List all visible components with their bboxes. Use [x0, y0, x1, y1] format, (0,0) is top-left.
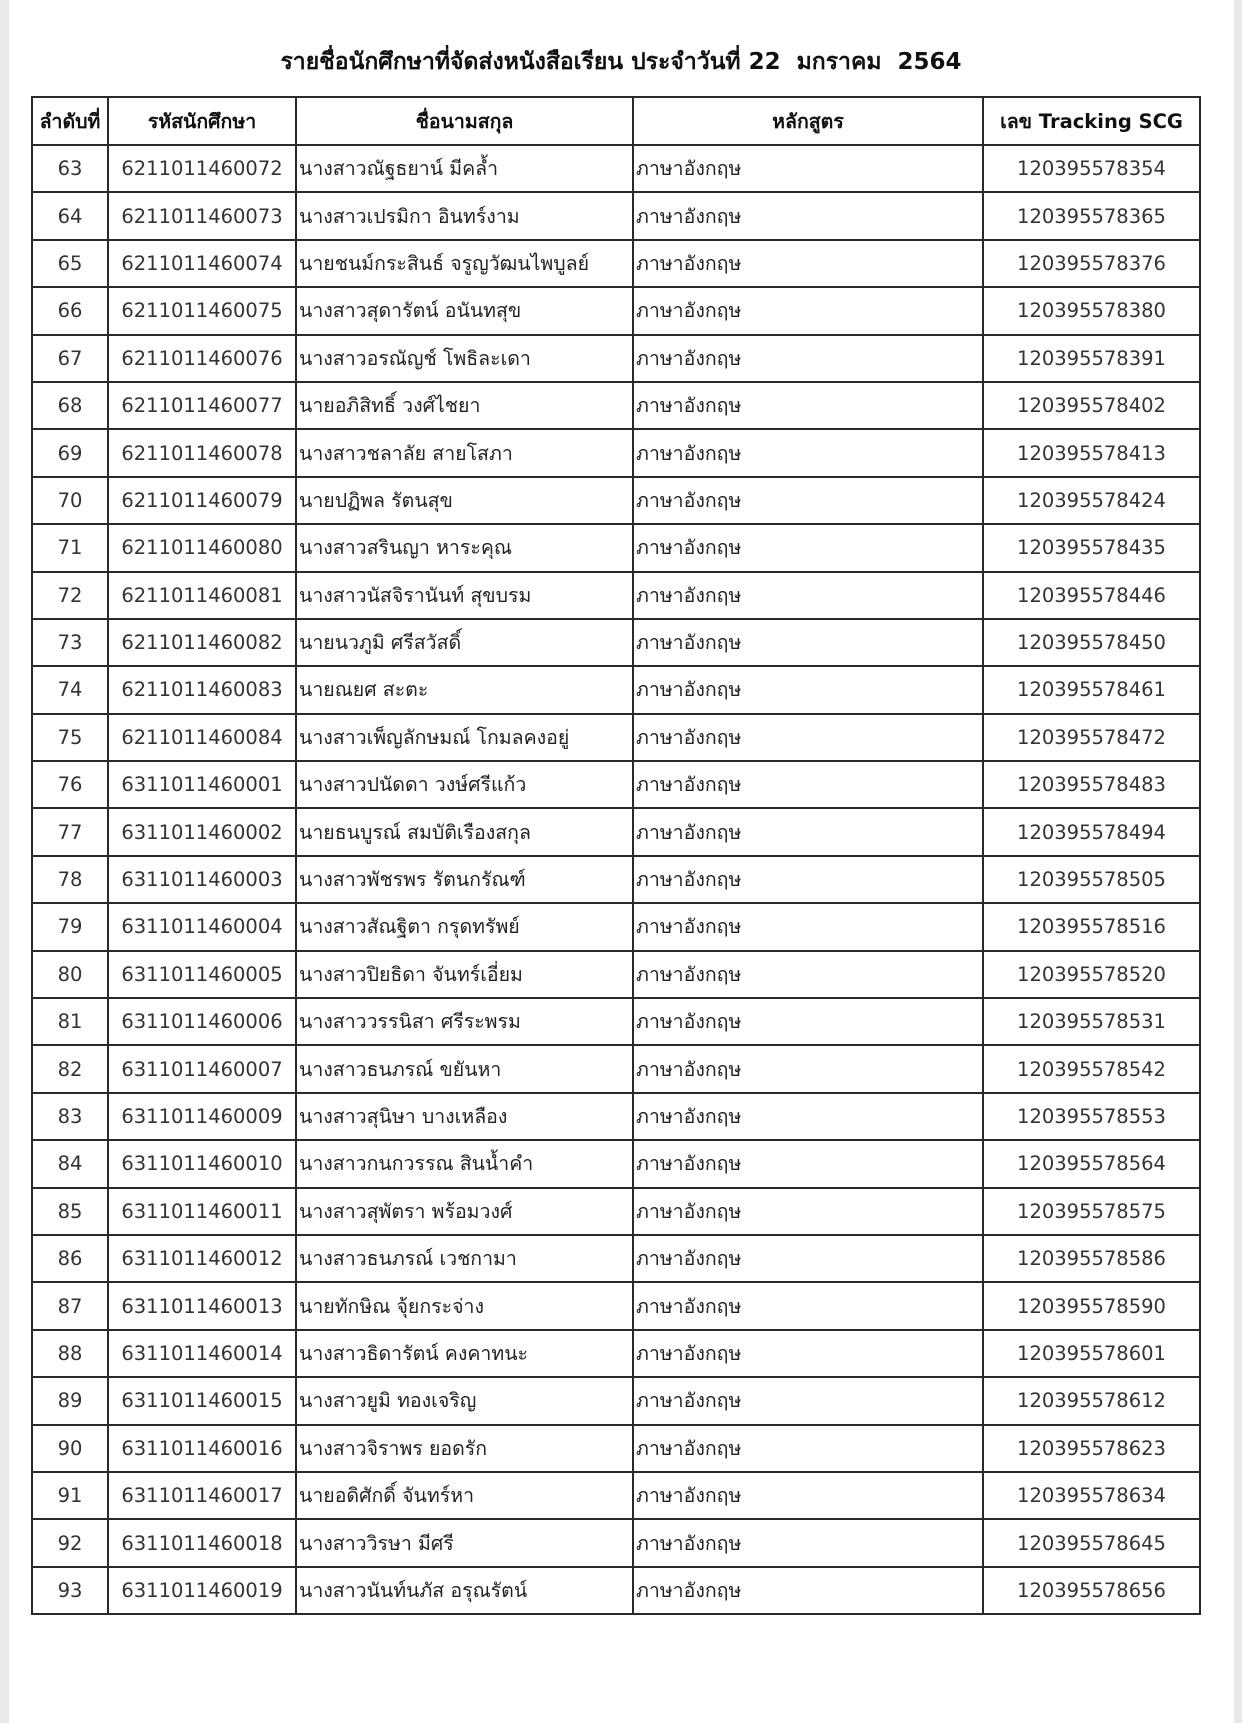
- tracking-number-cell: 120395578623: [983, 1425, 1200, 1472]
- tracking-number-cell: 120395578413: [983, 429, 1200, 476]
- table-row: [32, 1093, 1200, 1140]
- row-number-cell: 82: [32, 1045, 108, 1092]
- program-cell: ภาษาอังกฤษ: [633, 524, 983, 571]
- tracking-number-cell: 120395578612: [983, 1377, 1200, 1424]
- table-row: [32, 903, 1200, 950]
- student-name-cell: นางสาวเปรมิกา อินทร์งาม: [296, 192, 633, 239]
- table-row: [32, 1330, 1200, 1377]
- row-number-cell: 67: [32, 335, 108, 382]
- student-id-cell: 6211011460081: [108, 572, 296, 619]
- tracking-number-cell: 120395578376: [983, 240, 1200, 287]
- student-name-cell: นางสาวสุนิษา บางเหลือง: [296, 1093, 633, 1140]
- tracking-number-cell: 120395578365: [983, 192, 1200, 239]
- table-row: [32, 714, 1200, 761]
- student-id-cell: 6211011460076: [108, 335, 296, 382]
- tracking-number-cell: 120395578516: [983, 903, 1200, 950]
- tracking-number-cell: 120395578424: [983, 477, 1200, 524]
- header-row: [32, 97, 1200, 145]
- student-id-cell: 6311011460013: [108, 1282, 296, 1329]
- program-cell: ภาษาอังกฤษ: [633, 192, 983, 239]
- column-header-tracking: เลข Tracking SCG: [983, 97, 1200, 145]
- program-cell: ภาษาอังกฤษ: [633, 856, 983, 903]
- student-id-cell: 6211011460080: [108, 524, 296, 571]
- table-body: [32, 145, 1200, 1614]
- row-number-cell: 64: [32, 192, 108, 239]
- student-id-cell: 6211011460084: [108, 714, 296, 761]
- column-header-program: หลักสูตร: [633, 97, 983, 145]
- table-row: [32, 524, 1200, 571]
- table-row: [32, 382, 1200, 429]
- row-number-cell: 77: [32, 808, 108, 855]
- table-row: [32, 572, 1200, 619]
- table-row: [32, 335, 1200, 382]
- program-cell: ภาษาอังกฤษ: [633, 1140, 983, 1187]
- program-cell: ภาษาอังกฤษ: [633, 903, 983, 950]
- program-cell: ภาษาอังกฤษ: [633, 1330, 983, 1377]
- tracking-number-cell: 120395578461: [983, 666, 1200, 713]
- row-number-cell: 91: [32, 1472, 108, 1519]
- tracking-number-cell: 120395578601: [983, 1330, 1200, 1377]
- student-name-cell: นางสาวชลาลัย สายโสภา: [296, 429, 633, 476]
- program-cell: ภาษาอังกฤษ: [633, 1519, 983, 1566]
- student-id-cell: 6311011460019: [108, 1567, 296, 1614]
- row-number-cell: 75: [32, 714, 108, 761]
- student-id-cell: 6311011460004: [108, 903, 296, 950]
- table-row: [32, 1140, 1200, 1187]
- student-name-cell: นางสาววรรนิสา ศรีระพรม: [296, 998, 633, 1045]
- row-number-cell: 78: [32, 856, 108, 903]
- student-id-cell: 6311011460017: [108, 1472, 296, 1519]
- student-name-cell: นางสาวณัฐธยาน์ มีคล้ำ: [296, 145, 633, 192]
- table-row: [32, 1235, 1200, 1282]
- table-row: [32, 998, 1200, 1045]
- page-title: รายชื่อนักศึกษาที่จัดส่งหนังสือเรียน ประจำวันที่ 22 มกราคม 2564: [280, 49, 962, 75]
- row-number-cell: 86: [32, 1235, 108, 1282]
- student-id-cell: 6311011460016: [108, 1425, 296, 1472]
- student-id-cell: 6311011460001: [108, 761, 296, 808]
- row-number-cell: 88: [32, 1330, 108, 1377]
- table-row: [32, 240, 1200, 287]
- student-name-cell: นางสาวสุดารัตน์ อนันทสุข: [296, 287, 633, 334]
- program-cell: ภาษาอังกฤษ: [633, 1567, 983, 1614]
- student-name-cell: นางสาวจิราพร ยอดรัก: [296, 1425, 633, 1472]
- student-id-cell: 6311011460018: [108, 1519, 296, 1566]
- program-cell: ภาษาอังกฤษ: [633, 761, 983, 808]
- program-cell: ภาษาอังกฤษ: [633, 1377, 983, 1424]
- table-row: [32, 856, 1200, 903]
- program-cell: ภาษาอังกฤษ: [633, 145, 983, 192]
- student-name-cell: นางสาวนันท์นภัส อรุณรัตน์: [296, 1567, 633, 1614]
- tracking-number-cell: 120395578564: [983, 1140, 1200, 1187]
- program-cell: ภาษาอังกฤษ: [633, 808, 983, 855]
- row-number-cell: 68: [32, 382, 108, 429]
- program-cell: ภาษาอังกฤษ: [633, 382, 983, 429]
- tracking-number-cell: 120395578520: [983, 951, 1200, 998]
- table-row: [32, 1425, 1200, 1472]
- tracking-number-cell: 120395578586: [983, 1235, 1200, 1282]
- tracking-number-cell: 120395578472: [983, 714, 1200, 761]
- tracking-number-cell: 120395578435: [983, 524, 1200, 571]
- program-cell: ภาษาอังกฤษ: [633, 1093, 983, 1140]
- table-row: [32, 477, 1200, 524]
- student-id-cell: 6211011460079: [108, 477, 296, 524]
- student-id-cell: 6311011460007: [108, 1045, 296, 1092]
- row-number-cell: 90: [32, 1425, 108, 1472]
- row-number-cell: 65: [32, 240, 108, 287]
- student-id-cell: 6211011460075: [108, 287, 296, 334]
- tracking-number-cell: 120395578391: [983, 335, 1200, 382]
- table-row: [32, 287, 1200, 334]
- table-row: [32, 1472, 1200, 1519]
- student-name-cell: นางสาวยูมิ ทองเจริญ: [296, 1377, 633, 1424]
- table-row: [32, 1188, 1200, 1235]
- table-row: [32, 666, 1200, 713]
- student-id-cell: 6311011460015: [108, 1377, 296, 1424]
- tracking-number-cell: 120395578494: [983, 808, 1200, 855]
- student-id-cell: 6211011460074: [108, 240, 296, 287]
- tracking-number-cell: 120395578590: [983, 1282, 1200, 1329]
- program-cell: ภาษาอังกฤษ: [633, 714, 983, 761]
- program-cell: ภาษาอังกฤษ: [633, 240, 983, 287]
- column-header-full-name: ชื่อนามสกุล: [296, 97, 633, 145]
- student-id-cell: 6311011460006: [108, 998, 296, 1045]
- tracking-number-cell: 120395578402: [983, 382, 1200, 429]
- table-row: [32, 1567, 1200, 1614]
- table-row: [32, 192, 1200, 239]
- column-header-student-id: รหัสนักศึกษา: [108, 97, 296, 145]
- tracking-number-cell: 120395578483: [983, 761, 1200, 808]
- program-cell: ภาษาอังกฤษ: [633, 1235, 983, 1282]
- student-name-cell: นางสาวนัสจิรานันท์ สุขบรม: [296, 572, 633, 619]
- student-name-cell: นางสาวเพ็ญลักษมณ์ โกมลคงอยู่: [296, 714, 633, 761]
- table-row: [32, 1519, 1200, 1566]
- tracking-number-cell: 120395578450: [983, 619, 1200, 666]
- tracking-number-cell: 120395578634: [983, 1472, 1200, 1519]
- row-number-cell: 73: [32, 619, 108, 666]
- student-id-cell: 6311011460011: [108, 1188, 296, 1235]
- student-id-cell: 6211011460082: [108, 619, 296, 666]
- row-number-cell: 87: [32, 1282, 108, 1329]
- tracking-number-cell: 120395578542: [983, 1045, 1200, 1092]
- program-cell: ภาษาอังกฤษ: [633, 335, 983, 382]
- student-name-cell: นางสาวธนภรณ์ ขยันหา: [296, 1045, 633, 1092]
- student-name-cell: นายธนบูรณ์ สมบัติเรืองสกุล: [296, 808, 633, 855]
- student-name-cell: นางสาวธิดารัตน์ คงคาทนะ: [296, 1330, 633, 1377]
- student-name-cell: นายชนม์กระสินธ์ จรูญวัฒนไพบูลย์: [296, 240, 633, 287]
- student-id-cell: 6211011460073: [108, 192, 296, 239]
- row-number-cell: 70: [32, 477, 108, 524]
- student-name-cell: นางสาวกนกวรรณ สินน้ำคำ: [296, 1140, 633, 1187]
- tracking-number-cell: 120395578446: [983, 572, 1200, 619]
- program-cell: ภาษาอังกฤษ: [633, 572, 983, 619]
- row-number-cell: 63: [32, 145, 108, 192]
- program-cell: ภาษาอังกฤษ: [633, 1282, 983, 1329]
- student-name-cell: นางสาวปิยธิดา จันทร์เอี่ยม: [296, 951, 633, 998]
- program-cell: ภาษาอังกฤษ: [633, 1188, 983, 1235]
- row-number-cell: 83: [32, 1093, 108, 1140]
- tracking-number-cell: 120395578531: [983, 998, 1200, 1045]
- table-row: [32, 951, 1200, 998]
- row-number-cell: 71: [32, 524, 108, 571]
- table-row: [32, 429, 1200, 476]
- program-cell: ภาษาอังกฤษ: [633, 287, 983, 334]
- student-name-cell: นางสาวอรณัญช์ โพธิละเดา: [296, 335, 633, 382]
- program-cell: ภาษาอังกฤษ: [633, 1425, 983, 1472]
- student-id-cell: 6211011460083: [108, 666, 296, 713]
- column-header-number: ลำดับที่: [32, 97, 108, 145]
- student-id-cell: 6311011460012: [108, 1235, 296, 1282]
- table-row: [32, 1377, 1200, 1424]
- tracking-number-cell: 120395578656: [983, 1567, 1200, 1614]
- student-id-cell: 6211011460078: [108, 429, 296, 476]
- row-number-cell: 92: [32, 1519, 108, 1566]
- student-id-cell: 6311011460002: [108, 808, 296, 855]
- tracking-number-cell: 120395578645: [983, 1519, 1200, 1566]
- student-id-cell: 6311011460003: [108, 856, 296, 903]
- row-number-cell: 85: [32, 1188, 108, 1235]
- program-cell: ภาษาอังกฤษ: [633, 951, 983, 998]
- tracking-number-cell: 120395578575: [983, 1188, 1200, 1235]
- row-number-cell: 74: [32, 666, 108, 713]
- student-name-cell: นายณยศ สะตะ: [296, 666, 633, 713]
- row-number-cell: 81: [32, 998, 108, 1045]
- student-name-cell: นายปฏิพล รัตนสุข: [296, 477, 633, 524]
- student-id-cell: 6311011460005: [108, 951, 296, 998]
- student-name-cell: นางสาวพัชรพร รัตนกรัณฑ์: [296, 856, 633, 903]
- row-number-cell: 79: [32, 903, 108, 950]
- table-row: [32, 761, 1200, 808]
- student-shipment-table: [31, 96, 1201, 1615]
- row-number-cell: 72: [32, 572, 108, 619]
- student-name-cell: นางสาวสุพัตรา พร้อมวงศ์: [296, 1188, 633, 1235]
- tracking-number-cell: 120395578380: [983, 287, 1200, 334]
- student-name-cell: นางสาวปนัดดา วงษ์ศรีแก้ว: [296, 761, 633, 808]
- student-name-cell: นางสาวสรินญา หาระคุณ: [296, 524, 633, 571]
- row-number-cell: 93: [32, 1567, 108, 1614]
- row-number-cell: 66: [32, 287, 108, 334]
- student-id-cell: 6311011460010: [108, 1140, 296, 1187]
- table-row: [32, 808, 1200, 855]
- program-cell: ภาษาอังกฤษ: [633, 477, 983, 524]
- tracking-number-cell: 120395578505: [983, 856, 1200, 903]
- table-row: [32, 1045, 1200, 1092]
- student-id-cell: 6311011460014: [108, 1330, 296, 1377]
- program-cell: ภาษาอังกฤษ: [633, 1045, 983, 1092]
- tracking-number-cell: 120395578354: [983, 145, 1200, 192]
- row-number-cell: 84: [32, 1140, 108, 1187]
- program-cell: ภาษาอังกฤษ: [633, 1472, 983, 1519]
- row-number-cell: 69: [32, 429, 108, 476]
- tracking-number-cell: 120395578553: [983, 1093, 1200, 1140]
- student-id-cell: 6311011460009: [108, 1093, 296, 1140]
- row-number-cell: 76: [32, 761, 108, 808]
- student-id-cell: 6211011460072: [108, 145, 296, 192]
- student-name-cell: นายอดิศักดิ์ จันทร์หา: [296, 1472, 633, 1519]
- table-header: [32, 97, 1200, 145]
- table-row: [32, 619, 1200, 666]
- student-name-cell: นางสาวธนภรณ์ เวชกามา: [296, 1235, 633, 1282]
- program-cell: ภาษาอังกฤษ: [633, 998, 983, 1045]
- student-name-cell: นางสาวสัณฐิตา กรุดทรัพย์: [296, 903, 633, 950]
- student-id-cell: 6211011460077: [108, 382, 296, 429]
- student-name-cell: นายอภิสิทธิ์ วงศ์ไชยา: [296, 382, 633, 429]
- table-row: [32, 145, 1200, 192]
- student-name-cell: นายทักษิณ จุ้ยกระจ่าง: [296, 1282, 633, 1329]
- row-number-cell: 89: [32, 1377, 108, 1424]
- program-cell: ภาษาอังกฤษ: [633, 429, 983, 476]
- program-cell: ภาษาอังกฤษ: [633, 619, 983, 666]
- table-row: [32, 1282, 1200, 1329]
- student-name-cell: นายนวภูมิ ศรีสวัสดิ์: [296, 619, 633, 666]
- program-cell: ภาษาอังกฤษ: [633, 666, 983, 713]
- student-name-cell: นางสาววิรษา มีศรี: [296, 1519, 633, 1566]
- row-number-cell: 80: [32, 951, 108, 998]
